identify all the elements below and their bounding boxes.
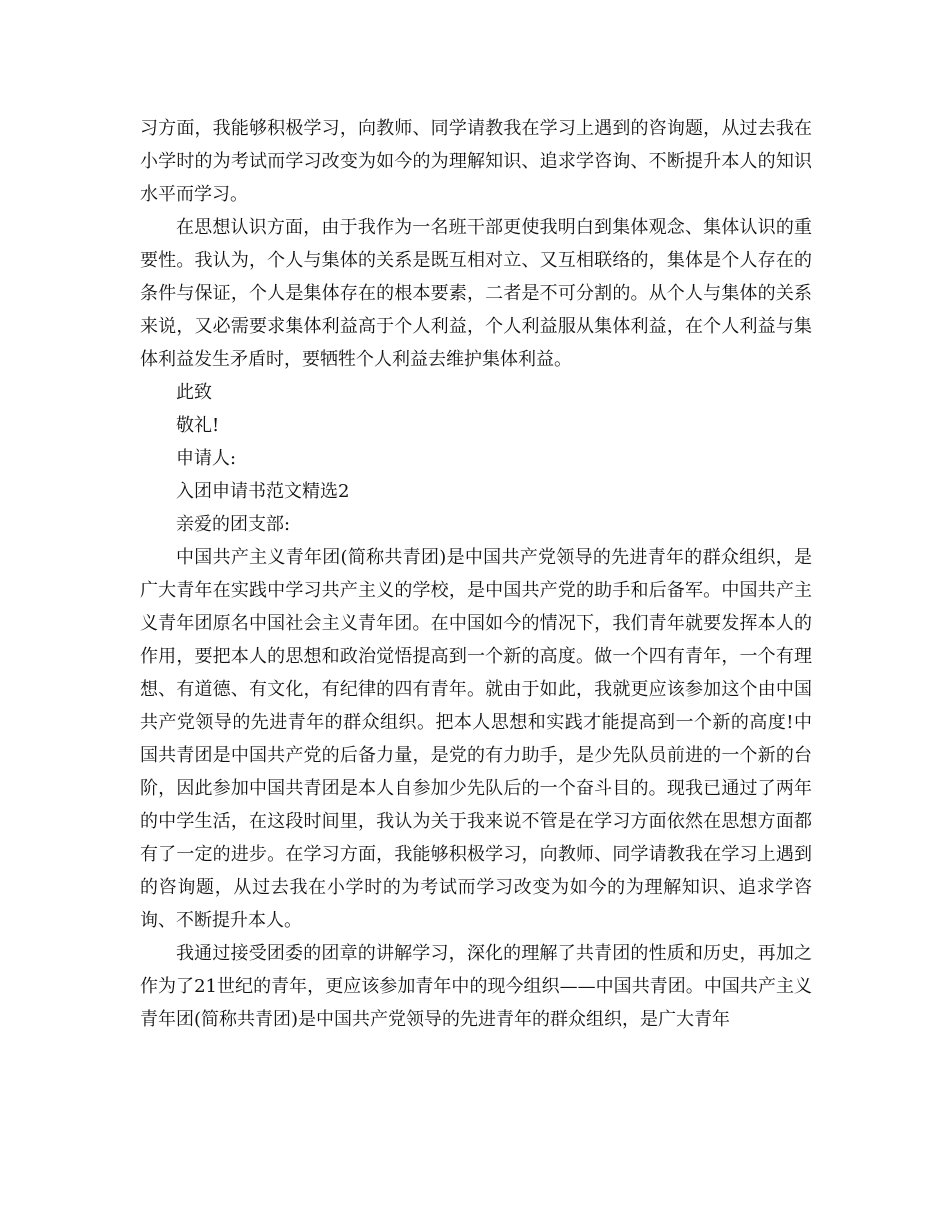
- greeting-line: 亲爱的团支部:: [176, 514, 291, 535]
- applicant-label: 申请人:: [176, 448, 237, 469]
- document-body: [140, 112, 812, 1036]
- paragraph-league-intro: 中国共产主义青年团(简称共青团)是中国共产党领导的先进青年的群众组织，是广大青年在实践中学习共产主义的学校，是中国共产党的助手和后备军。中国共产主义青年团原名中国社会主义青年团。在中国如今的情况下，我们青年就要发挥本人的作用，要把本人的思想和政治觉悟提高到一个新的高度。做一个四有青年，一个有理想、有道德、有文化，有纪律的四有青年。就由于如此，我就更应该参加这个由中国共产党领导的先进青年的群众组织。把本人思想和实践才能提高到一个新的高度!中国共青团是中国共产党的后备力量，是党的有力助手，是少先队员前进的一个新的台阶，因此参加中国共青团是本人自参加少先队后的一个奋斗目的。现我已通过了两年的中学生活，在这段时间里，我认为关于我来说不管是在学习方面依然在思想方面都有了一定的进步。在学习方面，我能够积极学习，向教师、同学请教我在学习上遇到的咨询题，从过去我在小学时的为考试而学习改变为如今的为理解知识、追求学咨询、不断提升本人。: [140, 547, 812, 931]
- salute-line: 敬礼!: [176, 415, 220, 436]
- closing-line: 此致: [176, 382, 212, 403]
- paragraph-league-study: 我通过接受团委的团章的讲解学习，深化的理解了共青团的性质和历史，再加之作为了21世纪的青年，更应该参加青年中的现今组织——中国共青团。中国共产主义青年团(简称共青团)是中国共产党领导的先进青年的群众组织，是广大青年: [140, 943, 812, 1030]
- paragraph-study: 习方面，我能够积极学习，向教师、同学请教我在学习上遇到的咨询题，从过去我在小学时的为考试而学习改变为如今的为理解知识、追求学咨询、不断提升本人的知识水平而学习。: [140, 118, 812, 205]
- paragraph-thought: 在思想认识方面，由于我作为一名班干部更使我明白到集体观念、集体认识的重要性。我认为，个人与集体的关系是既互相对立、又互相联络的，集体是个人存在的条件与保证，个人是集体存在的根本要素，二者是不可分割的。从个人与集体的关系来说，又必需要求集体利益高于个人利益，个人利益服从集体利益，在个人利益与集体利益发生矛盾时，要牺牲个人利益去维护集体利益。: [140, 217, 812, 370]
- section-title: 入团申请书范文精选2: [176, 481, 350, 502]
